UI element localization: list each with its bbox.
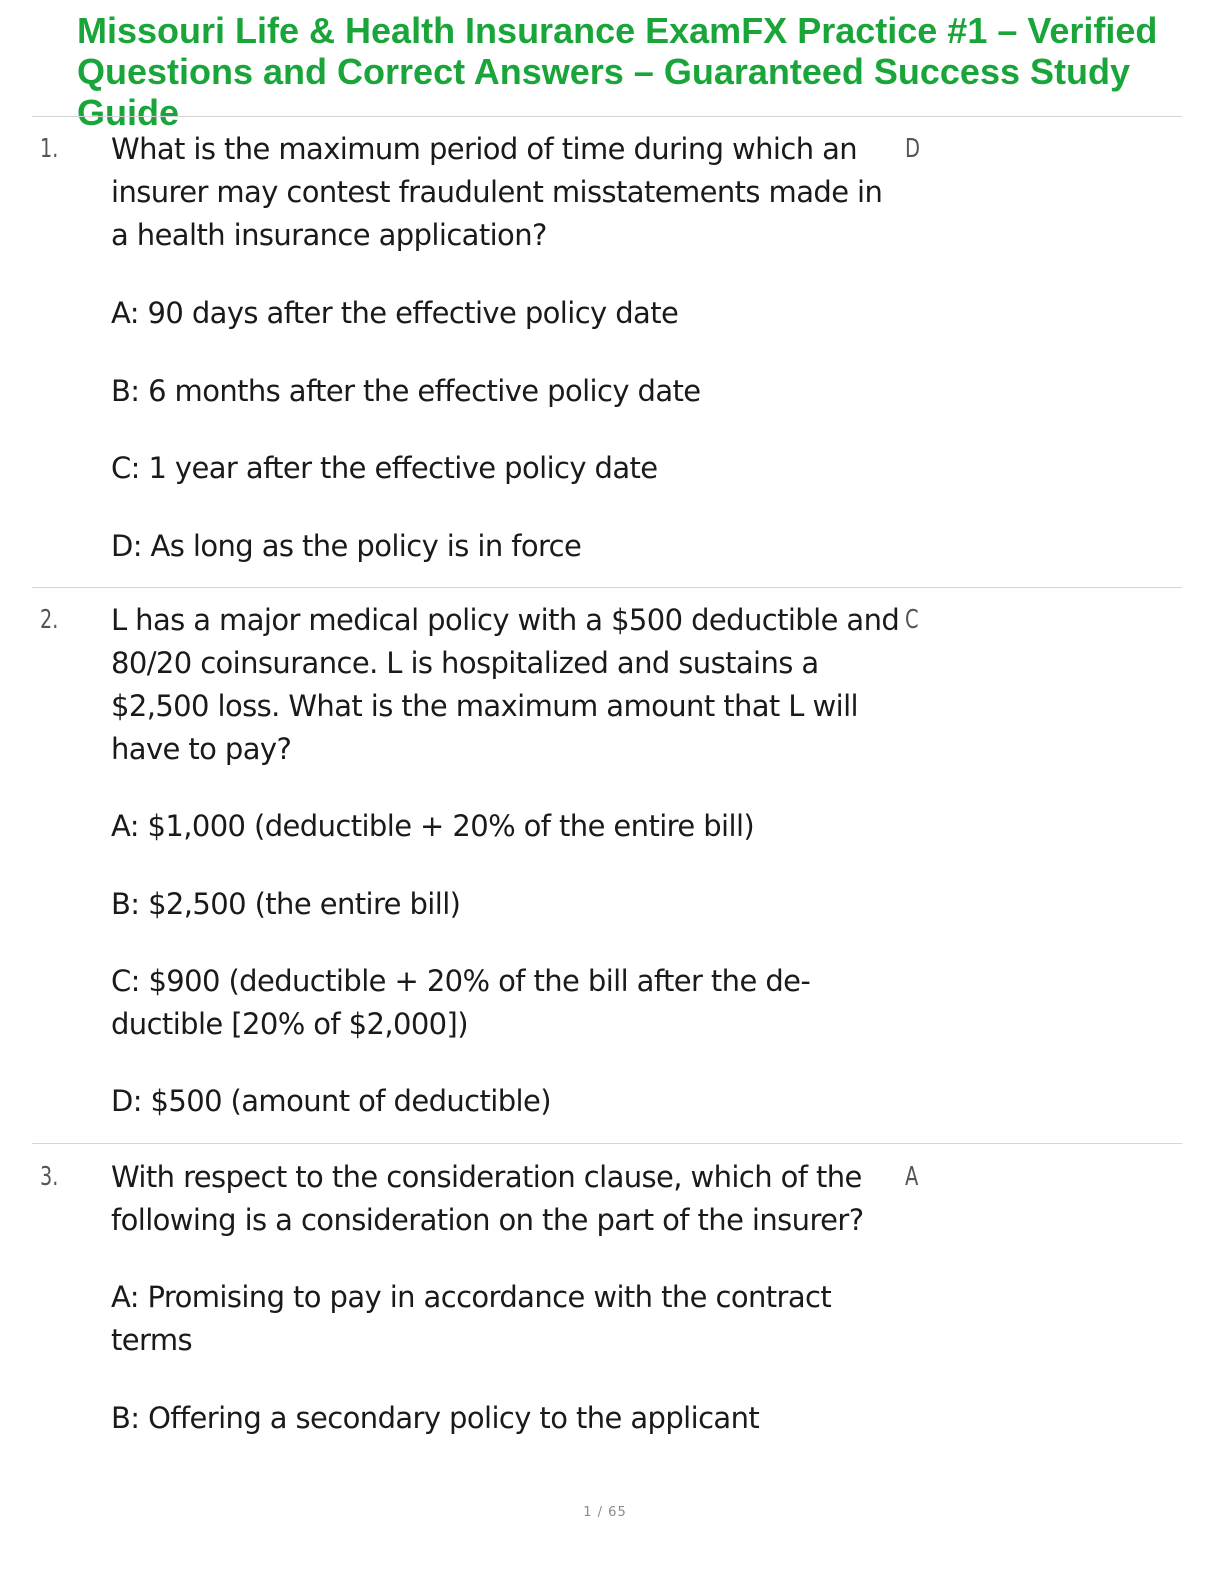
option-d: D: As long as the policy is in force <box>111 529 582 563</box>
option-b: B: 6 months after the effective policy date <box>111 374 701 408</box>
question-divider <box>32 587 1182 588</box>
question-text: What is the maximum period of time during which an insurer may contest fraudulent misstatements made in a health insurance application? <box>111 132 883 252</box>
title-divider <box>32 116 1182 117</box>
question-divider <box>32 1143 1182 1144</box>
option-a: A: Promising to pay in accordance with the contract terms <box>111 1280 832 1357</box>
option-a: A: 90 days after the effective policy date <box>111 296 679 330</box>
document-title: Missouri Life & Health Insurance ExamFX Practice #1 – Verified Questions and Correct Answers – Guaranteed Success Study Guide <box>77 10 1158 133</box>
question-text: L has a major medical policy with a $500 deductible and 80/20 coinsurance. L is hospitalized and sustains a $2,500 loss. What is the maximum amount that L will have to pay? <box>111 603 900 766</box>
option-b: B: $2,500 (the entire bill) <box>111 887 461 921</box>
page-number: 1 / 65 <box>583 1505 627 1520</box>
correct-answer: C <box>905 605 919 635</box>
question-number: 2. <box>40 605 59 635</box>
correct-answer: D <box>905 134 921 164</box>
option-b: B: Offering a secondary policy to the applicant <box>111 1401 760 1435</box>
option-d: D: $500 (amount of deductible) <box>111 1084 551 1118</box>
question-text: With respect to the consideration clause, which of the following is a consideration on the part of the insurer? <box>111 1160 864 1237</box>
option-c: C: 1 year after the effective policy date <box>111 451 658 485</box>
question-number: 1. <box>40 134 59 164</box>
correct-answer: A <box>905 1162 919 1192</box>
option-c: C: $900 (deductible + 20% of the bill after the de- ductible [20% of $2,000]) <box>111 964 811 1041</box>
question-number: 3. <box>40 1162 59 1192</box>
option-a: A: $1,000 (deductible + 20% of the entire bill) <box>111 809 755 843</box>
